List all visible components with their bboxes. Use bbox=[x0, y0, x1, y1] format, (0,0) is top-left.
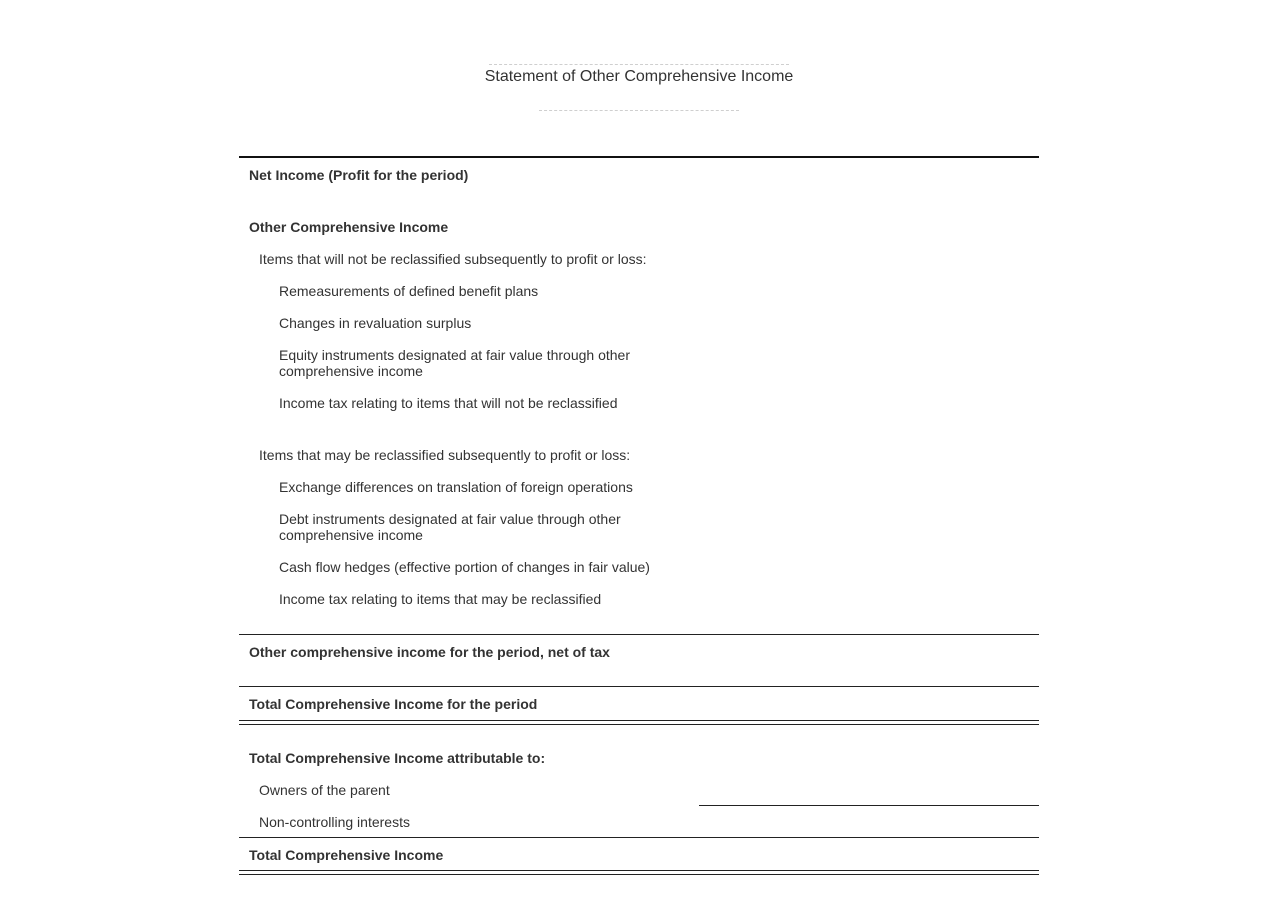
net-income-row: Net Income (Profit for the period) bbox=[249, 167, 469, 183]
line-item: Cash flow hedges (effective portion of changes in fair value) bbox=[279, 559, 650, 575]
may-be-reclassified-heading: Items that may be reclassified subsequently to profit or loss: bbox=[259, 447, 631, 463]
line-item: Equity instruments designated at fair value through other comprehensive income bbox=[279, 347, 630, 379]
total-ci-row: Total Comprehensive Income bbox=[249, 847, 444, 863]
line-item: Changes in revaluation surplus bbox=[279, 315, 472, 331]
oci-subtotal-rule bbox=[239, 634, 1039, 635]
not-reclassified-heading: Items that will not be reclassified subsequently to profit or loss: bbox=[259, 251, 647, 267]
non-controlling-interests-row: Non-controlling interests bbox=[259, 814, 410, 830]
owners-of-parent-row: Owners of the parent bbox=[259, 782, 390, 798]
oci-heading: Other Comprehensive Income bbox=[249, 219, 449, 235]
total-attributable-rule bbox=[239, 837, 1039, 838]
attributable-heading: Total Comprehensive Income attributable to: bbox=[249, 750, 546, 766]
top-rule bbox=[239, 156, 1039, 158]
line-item: Debt instruments designated at fair value through other comprehensive income bbox=[279, 511, 621, 543]
owners-amount-rule bbox=[699, 805, 1039, 806]
statement-title: Statement of Other Comprehensive Income bbox=[484, 68, 794, 85]
total-ci-period-row: Total Comprehensive Income for the period bbox=[249, 696, 538, 712]
line-item: Income tax relating to items that may be reclassified bbox=[279, 591, 602, 607]
oci-net-of-tax-row: Other comprehensive income for the period, net of tax bbox=[249, 644, 610, 660]
line-item: Income tax relating to items that will not be reclassified bbox=[279, 395, 618, 411]
total-ci-rule bbox=[239, 686, 1039, 687]
final-double-rule bbox=[239, 870, 1039, 875]
total-ci-double-rule bbox=[239, 720, 1039, 725]
line-item: Remeasurements of defined benefit plans bbox=[279, 283, 539, 299]
line-item: Exchange differences on translation of foreign operations bbox=[279, 479, 633, 495]
title-divider-bottom bbox=[539, 110, 739, 111]
title-divider-top bbox=[489, 64, 789, 65]
